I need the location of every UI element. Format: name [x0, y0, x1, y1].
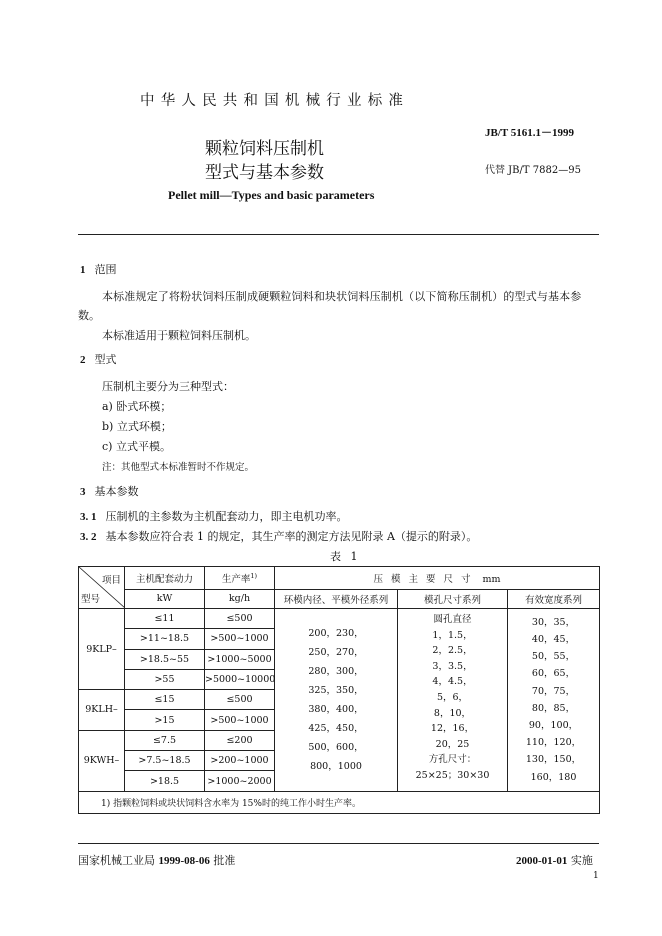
table-row — [79, 609, 600, 629]
hole-series-item: 5，6， — [436, 691, 469, 703]
hole-series-item: 8，10， — [433, 707, 472, 719]
header-productivity — [205, 567, 275, 590]
power-cell: >55 — [125, 669, 205, 689]
section-2-paragraph: 压制机主要分为三种型式： — [102, 380, 234, 393]
clause-3-2 — [80, 528, 477, 544]
width-series-item: 50，55， — [531, 651, 576, 663]
diameter-series-item: 280，300， — [308, 665, 364, 677]
width-series-item: 60，65， — [531, 668, 576, 680]
page-number: 1 — [593, 871, 599, 881]
clause-3-2-number: 3. 2 — [80, 531, 97, 543]
footer-divider — [78, 843, 599, 844]
productivity-cell: ≤500 — [205, 609, 275, 629]
document-title-english: Pellet mill—Types and basic parameters — [168, 188, 375, 202]
header-die-dimensions — [275, 567, 600, 590]
basic-parameters-table — [78, 566, 600, 814]
document-title-line2: 型式与基本参数 — [205, 163, 324, 183]
header-die-dimensions-unit: mm — [482, 573, 501, 585]
type-item-b: b) 立式环模； — [102, 420, 172, 433]
header-hole-series: 模孔尺寸系列 — [398, 589, 508, 608]
table-header-row-1 — [79, 567, 600, 590]
clause-3-1-number: 3. 1 — [80, 511, 97, 523]
diameter-series-item: 800，1000 — [310, 760, 362, 772]
approval-line — [78, 852, 235, 868]
section-3-heading — [80, 483, 139, 499]
productivity-cell: >5000~10000 — [205, 669, 275, 689]
productivity-cell: ≤500 — [205, 690, 275, 710]
header-item-label: 项目 — [101, 575, 121, 586]
section-1-title: 范围 — [94, 263, 117, 276]
diameter-series-item: 325，350， — [308, 684, 364, 696]
hole-series-item: 12，16， — [430, 723, 475, 735]
width-series-item: 80，85， — [531, 702, 576, 714]
diameter-series-item: 500，600， — [308, 741, 364, 753]
implementation-label: 实施 — [570, 854, 593, 867]
type-item-a: a) 卧式环模； — [102, 400, 172, 413]
hole-series-item: 方孔尺寸： — [428, 754, 477, 766]
table-footnote-row — [79, 791, 600, 813]
approval-date: 1999-08-06 — [158, 855, 210, 867]
section-2-number: 2 — [80, 354, 86, 366]
header-productivity-label: 生产率 — [221, 573, 251, 585]
section-1-heading — [80, 261, 117, 277]
width-series-item: 70，75， — [531, 685, 576, 697]
power-cell: >7.5~18.5 — [125, 751, 205, 771]
hole-series-item: 2，2.5， — [432, 645, 473, 657]
type-item-c: c) 立式平模。 — [102, 440, 171, 453]
issuing-organization: 中华人民共和国机械行业标准 — [140, 93, 410, 109]
document-title-line1: 颗粒饲料压制机 — [205, 139, 324, 159]
width-series-item: 130，150， — [525, 754, 582, 766]
header-power-unit: kW — [125, 589, 205, 608]
width-series-item: 160，180 — [530, 771, 577, 783]
header-productivity-unit: kg/h — [205, 589, 275, 608]
productivity-cell: >500~1000 — [205, 710, 275, 730]
hole-series-item: 20，25 — [435, 738, 470, 750]
power-cell: ≤7.5 — [125, 730, 205, 750]
section-1-paragraph-2: 本标准适用于颗粒饲料压制机。 — [102, 329, 256, 342]
table-header-row-2 — [79, 589, 600, 608]
section-1-number: 1 — [80, 264, 86, 276]
productivity-cell: ≤200 — [205, 730, 275, 750]
standard-number: JB/T 5161.1－1999 — [485, 127, 575, 139]
approval-label: 批准 — [213, 854, 236, 867]
clause-3-1-text: 压制机的主参数为主机配套动力，即主电机功率。 — [105, 510, 348, 523]
productivity-cell: >1000~5000 — [205, 649, 275, 669]
power-cell: >11~18.5 — [125, 629, 205, 649]
model-cell: 9KLH– — [79, 690, 125, 731]
hole-series-item: 圆孔直径 — [433, 614, 472, 625]
diameter-series-item: 425，450， — [308, 722, 364, 734]
hole-series-item: 3，3.5， — [432, 660, 473, 672]
width-series-item: 30，35， — [531, 616, 576, 628]
power-cell: ≤15 — [125, 690, 205, 710]
header-divider — [78, 234, 599, 235]
section-1-paragraph-1a: 本标准规定了将粉状饲料压制成硬颗粒饲料和块状饲料压制机（以下简称压制机）的型式与基本参 — [102, 290, 582, 303]
header-productivity-footnote-ref: 1) — [250, 571, 258, 580]
clause-3-1 — [80, 508, 348, 524]
width-series-item: 110，120， — [525, 737, 582, 749]
section-1-paragraph-1b: 数。 — [78, 309, 100, 322]
hole-series-cell — [398, 609, 508, 792]
diameter-series-item: 200，230， — [308, 627, 364, 639]
power-cell: >15 — [125, 710, 205, 730]
header-diameter-series: 环模内径、平模外径系列 — [275, 589, 398, 608]
width-series-item: 40，45， — [531, 634, 576, 646]
approving-organization: 国家机械工业局 — [78, 854, 155, 867]
model-cell: 9KLP– — [79, 609, 125, 690]
width-series-item: 90，100， — [528, 720, 579, 732]
table-footnote: 1) 指颗粒饲料或块状饲料含水率为 15%时的纯工作小时生产率。 — [79, 791, 600, 813]
width-series-cell — [508, 609, 600, 792]
productivity-cell: >1000~2000 — [205, 771, 275, 791]
section-2-note: 注：其他型式本标准暂时不作规定。 — [102, 462, 255, 473]
section-3-title: 基本参数 — [94, 485, 139, 498]
header-width-series: 有效宽度系列 — [508, 589, 600, 608]
replaces-standard: 代替 JB/T 7882—95 — [485, 165, 581, 176]
power-cell: ≤11 — [125, 609, 205, 629]
implementation-date: 2000-01-01 — [516, 855, 568, 867]
implementation-line — [516, 852, 593, 868]
power-cell: >18.5 — [125, 771, 205, 791]
diameter-series-item: 250，270， — [308, 646, 364, 658]
item-type-corner-cell — [79, 567, 125, 609]
hole-series-item: 1，1.5， — [432, 629, 473, 641]
table-caption: 表 1 — [330, 550, 361, 563]
model-cell: 9KWH– — [79, 730, 125, 791]
diameter-series-item: 380，400， — [308, 703, 364, 715]
header-power: 主机配套动力 — [125, 567, 205, 590]
hole-series-item: 25×25；30×30 — [415, 769, 490, 781]
productivity-cell: >200~1000 — [205, 751, 275, 771]
section-2-heading — [80, 351, 117, 367]
section-3-number: 3 — [80, 486, 86, 498]
power-cell: >18.5~55 — [125, 649, 205, 669]
hole-series-item: 4，4.5， — [432, 676, 473, 688]
productivity-cell: >500~1000 — [205, 629, 275, 649]
header-type-label: 型号 — [81, 594, 101, 605]
header-die-dimensions-label: 压模主要尺寸 — [373, 573, 479, 585]
clause-3-2-text: 基本参数应符合表 1 的规定，其生产率的测定方法见附录 A（提示的附录）。 — [105, 530, 478, 543]
section-2-title: 型式 — [94, 353, 117, 366]
diameter-series-cell — [275, 609, 398, 792]
